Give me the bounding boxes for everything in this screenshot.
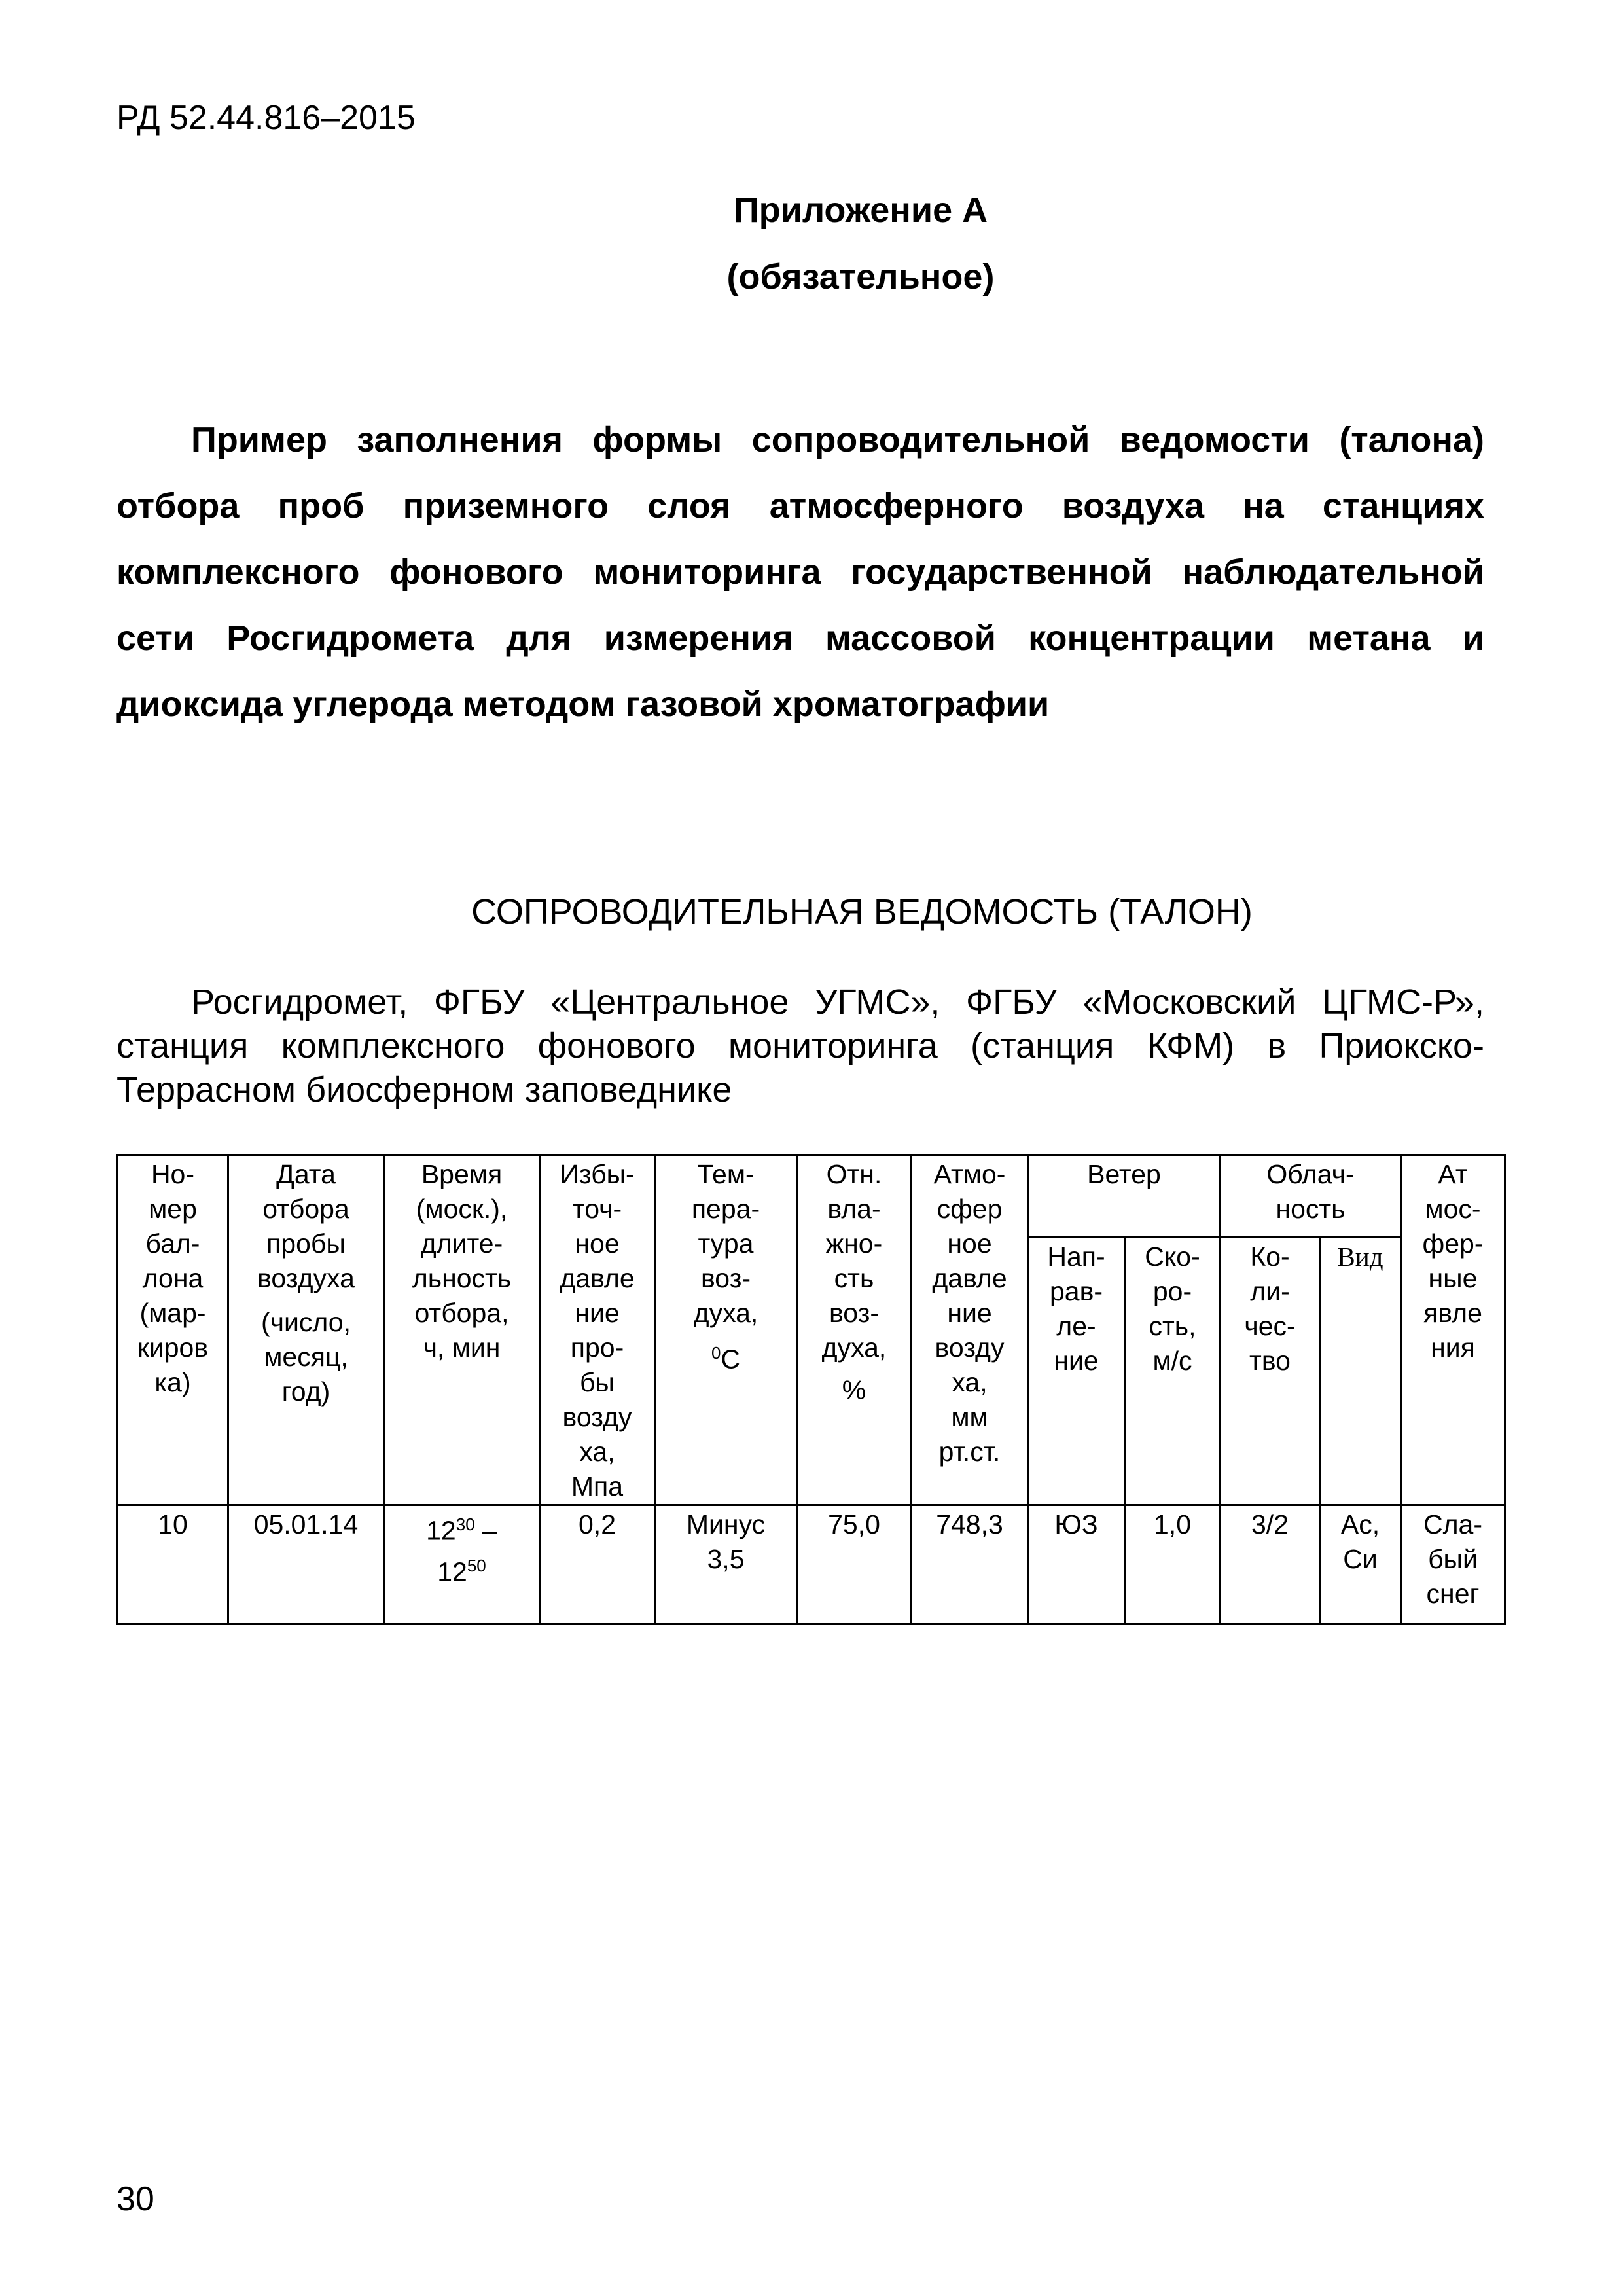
cell-date: 05.01.14 (228, 1505, 384, 1624)
header-wind: Ветер (1028, 1155, 1221, 1238)
form-heading: СОПРОВОДИТЕЛЬНАЯ ВЕДОМОСТЬ (ТАЛОН) (471, 892, 1253, 931)
appendix-title: Приложение А (733, 190, 988, 230)
header-sampling-date: Дата отбора пробы воздуха (число, месяц, год) (228, 1155, 384, 1505)
cell-humidity: 75,0 (797, 1505, 912, 1624)
header-wind-speed: Ско- ро- сть, м/с (1125, 1238, 1221, 1505)
document-title: Пример заполнения формы сопроводительной ведомости (талона) отбора проб приземного слоя атмосферного воздуха на станциях комплексного фонового мониторинга государственной наблюдательной сети Росгидромета для измерения массовой концентрации метана и диоксида углерода методом газовой хроматографии (116, 420, 1484, 724)
header-cloudiness: Облач- ность (1221, 1155, 1401, 1238)
cell-atmospheric-phenomena: Сла- бый снег (1401, 1505, 1505, 1624)
header-cloud-amount: Ко- ли- чес- тво (1221, 1238, 1320, 1505)
organization-text: Росгидромет, ФГБУ «Центральное УГМС», ФГБУ «Московский ЦГМС-Р», станция комплексного фонового мониторинга (станция КФМ) в Приокско-Террасном биосферном заповеднике (116, 982, 1484, 1109)
cell-wind-speed: 1,0 (1125, 1505, 1221, 1624)
cell-temperature: Минус 3,5 (655, 1505, 797, 1624)
document-code: РД 52.44.816–2015 (116, 99, 416, 137)
header-cloud-type: Вид (1320, 1238, 1401, 1505)
table-header-row (118, 1155, 1505, 1238)
header-time-duration: Время (моск.), длите- льность отбора, ч, мин (384, 1155, 540, 1505)
cell-balloon-number: 10 (118, 1505, 228, 1624)
page-number: 30 (116, 2180, 154, 2218)
cell-atmospheric-pressure: 748,3 (912, 1505, 1028, 1624)
talon-table (116, 1154, 1506, 1625)
cell-cloud-type: Ас, Си (1320, 1505, 1401, 1624)
cell-time: $12^{30}$ – $12^{50}$ (384, 1505, 540, 1624)
header-balloon-number: Но- мер бал- лона (мар- киров ка) (118, 1155, 228, 1505)
header-relative-humidity: Отн. вла- жно- сть воз- духа, % (797, 1155, 912, 1505)
appendix-status: (обязательное) (726, 257, 995, 296)
header-wind-direction: Нап- рав- ле- ние (1028, 1238, 1125, 1505)
cell-wind-direction: ЮЗ (1028, 1505, 1125, 1624)
header-atmospheric-pressure: Атмо- сфер ное давле ние возду ха, мм рт.ст. (912, 1155, 1028, 1505)
table-row (118, 1505, 1505, 1624)
header-air-temperature: Тем- пера- тура воз- духа, $^0$С (655, 1155, 797, 1505)
header-atmospheric-phenomena: Ат мос- фер- ные явле ния (1401, 1155, 1505, 1505)
cell-excess-pressure: 0,2 (540, 1505, 655, 1624)
header-excess-pressure: Избы- точ- ное давле ние про- бы возду ха, Мпа (540, 1155, 655, 1505)
cell-cloud-amount: 3/2 (1221, 1505, 1320, 1624)
